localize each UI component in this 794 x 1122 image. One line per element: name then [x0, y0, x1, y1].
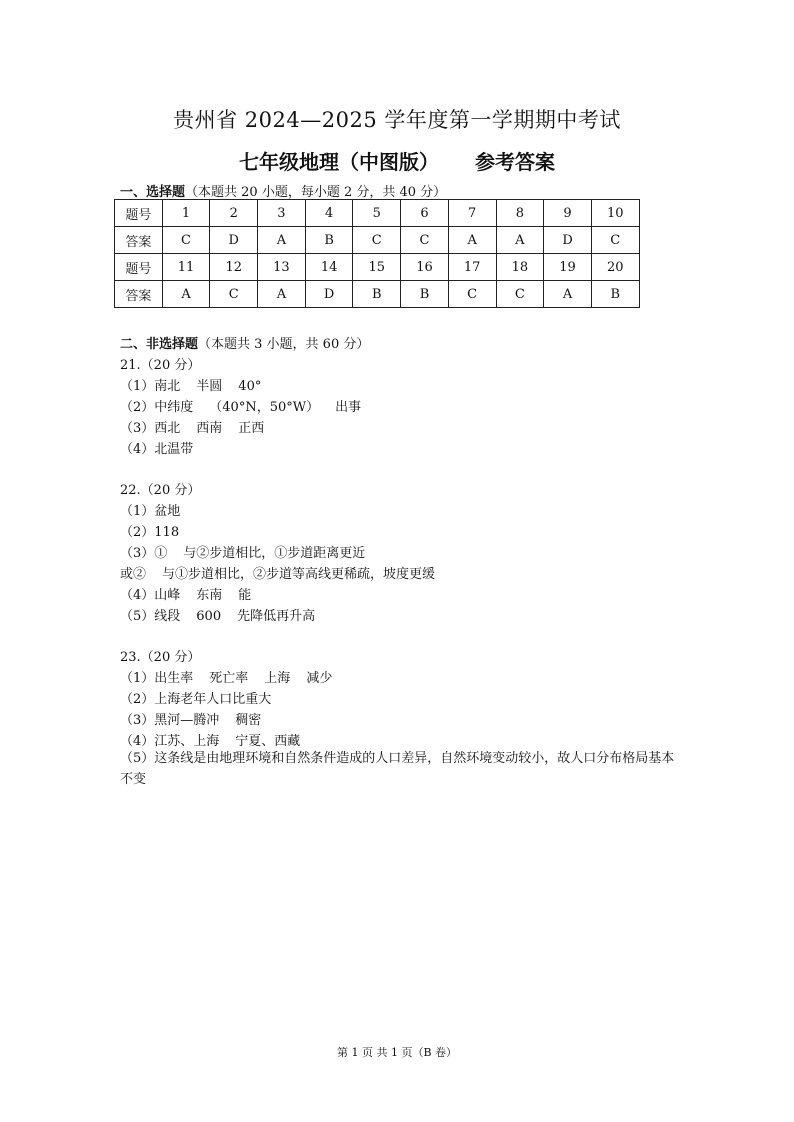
table-cell: B [353, 281, 401, 308]
exam-title: 贵州省 2024—2025 学年度第一学期期中考试 [173, 108, 621, 132]
table-cell: C [591, 227, 639, 254]
q23-4-b: 宁夏、西藏 [235, 734, 301, 749]
q21-1-c: 40° [238, 379, 262, 394]
table-cell: 1 [162, 200, 210, 227]
q22-answer-4 [120, 584, 251, 603]
q22-3b-a: 或② [120, 567, 147, 582]
table-row-label: 答案 [115, 227, 163, 254]
q22-5-a: （5）线段 [120, 609, 181, 624]
table-cell: B [305, 227, 353, 254]
table-cell: 14 [305, 254, 353, 281]
q22-5-c: 先降低再升高 [237, 609, 316, 624]
q21-answer-4: （4）北温带 [120, 442, 194, 457]
q23-answer-4 [120, 730, 300, 749]
table-cell: 20 [591, 254, 639, 281]
q23-1-d: 减少 [306, 671, 333, 686]
table-row [115, 227, 640, 254]
q21-answer-1 [120, 375, 261, 394]
q22-3-a: （3）① [120, 546, 168, 561]
q21-3-b: 西南 [196, 421, 223, 436]
table-cell: 15 [353, 254, 401, 281]
section2-title: 二、非选择题 [120, 337, 199, 352]
q23-1-b: 死亡率 [209, 671, 249, 686]
table-cell: C [162, 227, 210, 254]
table-cell: 16 [401, 254, 449, 281]
subtitle-subject: 七年级地理（中图版） [239, 150, 439, 174]
q22-4-a: （4）山峰 [120, 588, 181, 603]
q23-1-a: （1）出生率 [120, 671, 194, 686]
q23-1-c: 上海 [264, 671, 291, 686]
q21-1-b: 半圆 [196, 379, 223, 394]
table-cell: C [496, 281, 544, 308]
q21-answer-2 [120, 396, 361, 415]
table-cell: 10 [591, 200, 639, 227]
table-row [115, 254, 640, 281]
exam-subtitle [0, 146, 794, 175]
answer-table [114, 199, 640, 308]
q21-answer-3 [120, 417, 264, 436]
table-cell: B [591, 281, 639, 308]
q21-3-a: （3）西北 [120, 421, 181, 436]
table-cell: C [353, 227, 401, 254]
table-cell: C [401, 227, 449, 254]
q21-2-b: （40°N，50°W） [209, 400, 320, 415]
table-row [115, 281, 640, 308]
table-cell: A [162, 281, 210, 308]
table-cell: 18 [496, 254, 544, 281]
table-row-label: 答案 [115, 281, 163, 308]
table-cell: D [210, 227, 258, 254]
q23-3-b: 稠密 [235, 713, 262, 728]
table-cell: 8 [496, 200, 544, 227]
table-cell: 19 [544, 254, 592, 281]
table-cell: D [544, 227, 592, 254]
section1-note: （本题共 20 小题，每小题 2 分，共 40 分） [185, 185, 447, 200]
q23-answer-5: （5）这条线是由地理环境和自然条件造成的人口差异，自然环境变动较小，故人口分布格局基本不变 [120, 751, 675, 787]
subtitle-answer-key: 参考答案 [475, 150, 555, 174]
table-cell: A [544, 281, 592, 308]
section2-note: （本题共 3 小题，共 60 分） [198, 337, 370, 352]
table-row-label: 题号 [115, 254, 163, 281]
q22-3-b: 与②步道相比，①步道距离更近 [183, 546, 366, 561]
table-cell: A [258, 227, 306, 254]
table-cell: C [210, 281, 258, 308]
q22-3b-b: 与①步道相比，②步道等高线更稀疏，坡度更缓 [162, 567, 436, 582]
q22-answer-2: （2）118 [120, 525, 180, 540]
table-cell: 6 [401, 200, 449, 227]
q23-answer-1 [120, 667, 332, 686]
table-cell: 11 [162, 254, 210, 281]
q23-4-a: （4）江苏、上海 [120, 734, 220, 749]
q22-answer-1: （1）盆地 [120, 504, 181, 519]
section2-heading [120, 333, 369, 352]
table-cell: D [305, 281, 353, 308]
table-cell: 4 [305, 200, 353, 227]
section1-title: 一、选择题 [120, 185, 186, 200]
q23-3-a: （3）黑河—腾冲 [120, 713, 220, 728]
table-cell: 12 [210, 254, 258, 281]
table-row [115, 200, 640, 227]
q23-answer-3 [120, 709, 261, 728]
q22-answer-3 [120, 542, 365, 561]
q21-3-c: 正西 [238, 421, 265, 436]
table-cell: 2 [210, 200, 258, 227]
table-cell: C [448, 281, 496, 308]
page-footer: 第 1 页 共 1 页（B 卷） [336, 1046, 458, 1059]
q23-heading: 23.（20 分） [120, 650, 201, 665]
q21-1-a: （1）南北 [120, 379, 181, 394]
table-cell: B [401, 281, 449, 308]
q22-4-b: 东南 [196, 588, 223, 603]
table-cell: 13 [258, 254, 306, 281]
table-cell: 9 [544, 200, 592, 227]
q22-answer-3-alt [120, 563, 435, 582]
table-cell: 17 [448, 254, 496, 281]
q22-4-c: 能 [238, 588, 252, 603]
table-cell: A [448, 227, 496, 254]
q21-2-a: （2）中纬度 [120, 400, 194, 415]
q22-5-b: 600 [196, 609, 222, 624]
table-cell: A [258, 281, 306, 308]
q22-heading: 22.（20 分） [120, 483, 201, 498]
table-row-label: 题号 [115, 200, 163, 227]
table-cell: 3 [258, 200, 306, 227]
q21-heading: 21.（20 分） [120, 358, 201, 373]
section1-heading [120, 181, 446, 200]
q21-2-c: 出事 [335, 400, 362, 415]
q23-answer-2: （2）上海老年人口比重大 [120, 692, 272, 707]
table-cell: A [496, 227, 544, 254]
table-cell: 7 [448, 200, 496, 227]
q22-answer-5 [120, 605, 315, 624]
table-cell: 5 [353, 200, 401, 227]
